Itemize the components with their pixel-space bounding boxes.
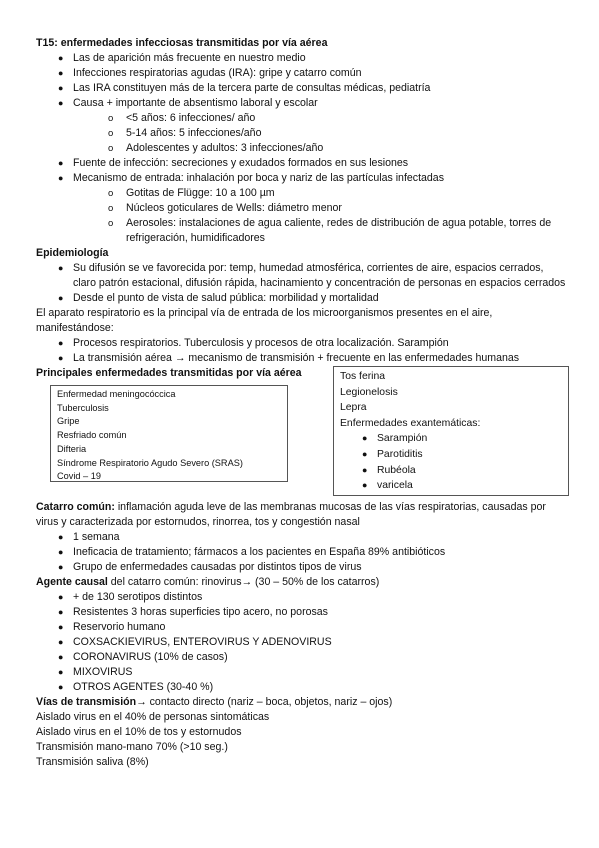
disease-item: Gripe bbox=[57, 416, 80, 427]
list-item: ● Sarampión bbox=[340, 431, 563, 447]
list-item: ● Procesos respiratorios. Tuberculosis y procesos de otra localización. Sarampión bbox=[58, 337, 449, 349]
bullet-icon: ● bbox=[58, 562, 64, 572]
causal-agent-heading: Agente causal bbox=[36, 576, 108, 588]
causal-agent-paragraph bbox=[36, 575, 566, 590]
sub-list-item: o Núcleos goticulares de Wells: diámetro menor bbox=[108, 202, 342, 214]
common-cold-list bbox=[36, 530, 566, 575]
disease-item: Síndrome Respiratorio Agudo Severo (SRAS) bbox=[57, 457, 243, 468]
bullet-icon: ● bbox=[58, 353, 64, 363]
circle-bullet-icon: o bbox=[108, 218, 114, 229]
transmission-routes-heading: Vías de transmisión bbox=[36, 696, 137, 708]
finding-line: Transmisión saliva (8%) bbox=[36, 756, 149, 768]
finding-line: Aislado virus en el 10% de tos y estornudos bbox=[36, 726, 242, 738]
sub-list-item: o Adolescentes y adultos: 3 infecciones/año bbox=[108, 142, 324, 154]
bullet-icon: ● bbox=[58, 652, 64, 662]
list-item: ● CORONAVIRUS (10% de casos) bbox=[58, 651, 228, 663]
disease-item: Legionelosis bbox=[340, 386, 398, 398]
disease-item: Tuberculosis bbox=[57, 402, 109, 413]
bullet-icon: ● bbox=[58, 68, 64, 78]
bullet-icon: ● bbox=[58, 293, 64, 303]
circle-bullet-icon: o bbox=[108, 203, 114, 214]
bullet-icon: ● bbox=[58, 667, 64, 677]
list-item: ● Ineficacia de tratamiento; fármacos a los pacientes en España 89% antibióticos bbox=[58, 546, 446, 558]
list-item: ● varicela bbox=[340, 478, 563, 494]
bullet-icon: ● bbox=[362, 464, 368, 475]
disease-item: Enfermedades exantemáticas: bbox=[340, 417, 481, 429]
list-item: ● Fuente de infección: secreciones y exudados formados en sus lesiones bbox=[58, 157, 409, 169]
finding-line: Transmisión mano-mano 70% (>10 seg.) bbox=[36, 741, 228, 753]
list-item: ● OTROS AGENTES (30-40 %) bbox=[58, 681, 214, 693]
bullet-icon: ● bbox=[58, 173, 64, 183]
respiratory-paragraph: El aparato respiratorio es la principal vía de entrada de los microorganismos presentes en el aire, manifestándose: bbox=[36, 307, 493, 334]
bullet-icon: ● bbox=[58, 263, 64, 273]
list-item: ● MIXOVIRUS bbox=[58, 666, 133, 678]
list-item: ● Su difusión se ve favorecida por: temp, humedad atmosférica, corrientes de aire, espacios cerrados, claro patrón estacional, difusión rápida, hacinamiento y concentración de personas en espacios cerrados bbox=[58, 262, 566, 289]
circle-bullet-icon: o bbox=[108, 113, 114, 124]
list-item: ● Grupo de enfermedades causadas por distintos tipos de virus bbox=[58, 561, 362, 573]
list-item: ● Reservorio humano bbox=[58, 621, 166, 633]
common-cold-heading: Catarro común: bbox=[36, 501, 115, 513]
sub-list-item: o Aerosoles: instalaciones de agua caliente, redes de distribución de agua potable, torres de refrigeración, humidificadores bbox=[108, 217, 552, 244]
bullet-icon: ● bbox=[58, 682, 64, 692]
bullet-icon: ● bbox=[58, 607, 64, 617]
bullet-icon: ● bbox=[58, 637, 64, 647]
diseases-box-left bbox=[50, 385, 288, 482]
common-cold-text: inflamación aguda leve de las membranas mucosas de las vías respiratorias, causadas por virus y caracterizada por estornudos, rinorrea, tos y congestión nasal bbox=[36, 501, 546, 528]
disease-item: Tos ferina bbox=[340, 371, 386, 382]
list-item: ● Mecanismo de entrada: inhalación por boca y nariz de las partículas infectadas bbox=[58, 172, 444, 184]
list-item: ● Causa + importante de absentismo laboral y escolar bbox=[58, 97, 318, 109]
disease-item: Difteria bbox=[57, 443, 87, 454]
bullet-icon: ● bbox=[58, 158, 64, 168]
epidemiology-list bbox=[36, 261, 566, 306]
disease-item: Covid – 19 bbox=[57, 471, 101, 482]
exanthematic-list bbox=[340, 431, 563, 493]
disease-item: Lepra bbox=[340, 402, 367, 414]
list-item: ● Parotiditis bbox=[340, 447, 563, 463]
diseases-section bbox=[36, 366, 566, 500]
causal-agent-text: del catarro común: rinovirus→ (30 – 50% de los catarros) bbox=[107, 576, 380, 588]
list-item: ● 1 semana bbox=[58, 531, 120, 543]
transmission-routes-text: → contacto directo (nariz – boca, objetos, nariz – ojos) bbox=[136, 696, 393, 708]
finding-line: Aislado virus en el 40% de personas sintomáticas bbox=[36, 711, 270, 723]
document-title: T15: enfermedades infecciosas transmitidas por vía aérea bbox=[36, 37, 328, 49]
disease-item: Enfermedad meningocóccica bbox=[57, 389, 176, 399]
bullet-icon: ● bbox=[58, 53, 64, 63]
list-item: ● COXSACKIEVIRUS, ENTEROVIRUS Y ADENOVIRUS bbox=[58, 636, 332, 648]
document-content bbox=[36, 36, 566, 770]
respiratory-list bbox=[36, 336, 566, 366]
bullet-icon: ● bbox=[58, 622, 64, 632]
diseases-box-right bbox=[333, 366, 569, 496]
list-item: ● Infecciones respiratorias agudas (IRA): gripe y catarro común bbox=[58, 67, 362, 79]
bullet-icon: ● bbox=[58, 532, 64, 542]
list-item: ● Las de aparición más frecuente en nuestro medio bbox=[58, 52, 306, 64]
sub-list-item: o 5-14 años: 5 infecciones/año bbox=[108, 127, 262, 139]
bullet-icon: ● bbox=[58, 547, 64, 557]
common-cold-paragraph bbox=[36, 500, 566, 530]
bullet-icon: ● bbox=[362, 433, 368, 444]
circle-bullet-icon: o bbox=[108, 188, 114, 199]
list-item: ● La transmisión aérea → mecanismo de transmisión + frecuente en las enfermedades humanas bbox=[58, 352, 520, 364]
bullet-icon: ● bbox=[362, 480, 368, 491]
list-item: ● + de 130 serotipos distintos bbox=[58, 591, 203, 603]
list-item: ● Rubéola bbox=[340, 463, 563, 479]
bullet-icon: ● bbox=[362, 448, 368, 459]
intro-list bbox=[36, 51, 566, 246]
list-item: ● Desde el punto de vista de salud pública: morbilidad y mortalidad bbox=[58, 292, 379, 304]
circle-bullet-icon: o bbox=[108, 128, 114, 139]
section-heading-main-diseases: Principales enfermedades transmitidas por vía aérea bbox=[36, 367, 302, 379]
disease-item: Resfriado común bbox=[57, 430, 127, 441]
bullet-icon: ● bbox=[58, 83, 64, 93]
circle-bullet-icon: o bbox=[108, 143, 114, 154]
bullet-icon: ● bbox=[58, 592, 64, 602]
list-item: ● Las IRA constituyen más de la tercera parte de consultas médicas, pediatría bbox=[58, 82, 431, 94]
transmission-routes-paragraph bbox=[36, 695, 566, 710]
bullet-icon: ● bbox=[58, 338, 64, 348]
bullet-icon: ● bbox=[58, 98, 64, 108]
list-item: ● Resistentes 3 horas superficies tipo acero, no porosas bbox=[58, 606, 328, 618]
causal-agent-list bbox=[36, 590, 566, 695]
section-heading-epidemiology: Epidemiología bbox=[36, 247, 109, 259]
sub-list-item: o Gotitas de Flügge: 10 a 100 µm bbox=[108, 187, 275, 199]
sub-list-item: o <5 años: 6 infecciones/ año bbox=[108, 112, 256, 124]
